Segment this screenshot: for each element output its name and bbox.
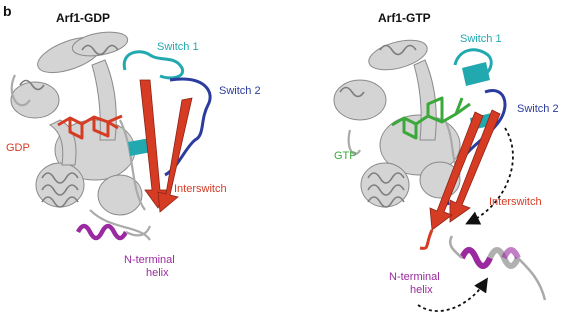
left-switch1-loop — [124, 52, 182, 78]
right-n-terminal-helix — [450, 236, 545, 300]
left-helix-label-line2: helix — [146, 267, 169, 279]
panel-letter: b — [3, 3, 12, 19]
left-switch1-label: Switch 1 — [157, 41, 199, 53]
right-switch1-label: Switch 1 — [460, 33, 502, 45]
left-gdp-label: GDP — [6, 142, 30, 154]
right-helix-label-line1: N-terminal — [389, 271, 440, 283]
right-gtp-label: GTP — [334, 150, 357, 162]
right-switch1-helix — [462, 62, 490, 86]
left-switch2-label: Switch 2 — [219, 85, 261, 97]
left-helix-label-line1: N-terminal — [124, 254, 175, 266]
left-protein-structure — [11, 28, 210, 240]
right-interswitch-label: Interswitch — [489, 196, 542, 208]
right-protein-structure — [334, 35, 545, 300]
left-panel-title: Arf1-GDP — [56, 11, 111, 25]
right-panel-title: Arf1-GTP — [378, 11, 431, 25]
right-switch2-label: Switch 2 — [517, 103, 559, 115]
left-interswitch-label: Interswitch — [174, 183, 227, 195]
right-helix-label-line2: helix — [410, 284, 433, 296]
